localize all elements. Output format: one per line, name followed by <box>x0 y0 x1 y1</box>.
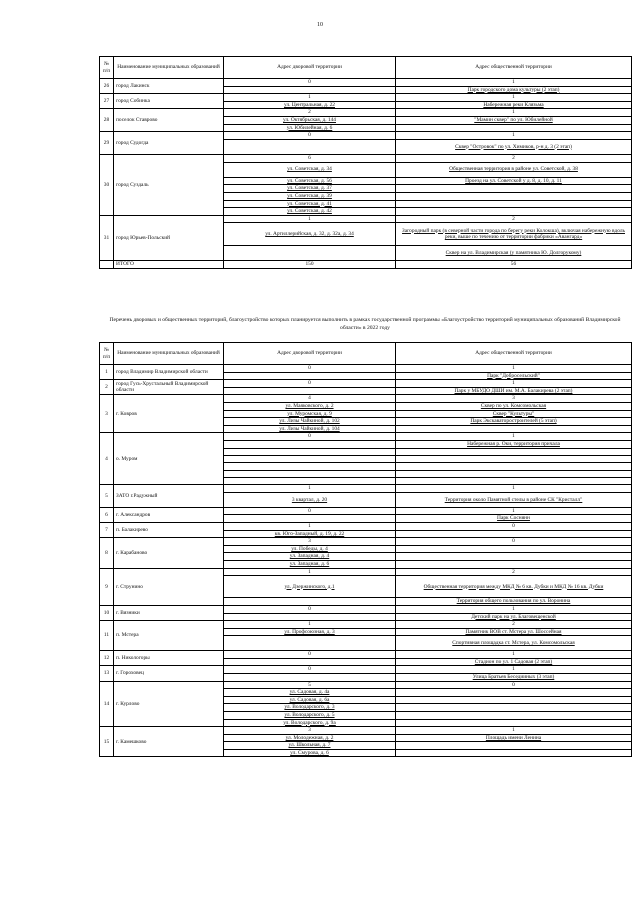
row-number: 15 <box>100 727 114 757</box>
public-address: 1 <box>396 651 632 659</box>
public-address: 0 <box>396 538 632 546</box>
public-address: Парк Экскаваторостроителей (5 этап) <box>396 418 632 426</box>
municipality-name: город Гусь-Хрустальный Владимирской области <box>114 380 224 395</box>
public-address: Сквер "Островок" по ул. Химиков, р-н д. 3 (2 этап) <box>396 139 632 154</box>
municipality-name: ЗАТО г.Радужный <box>114 485 224 507</box>
yard-address: ул. Октябрьская, д. 144 <box>224 116 396 124</box>
public-address: 1 <box>396 365 632 373</box>
total-row <box>100 261 632 269</box>
municipality-name: г. Камешково <box>114 727 224 757</box>
yard-address: 0 <box>224 433 396 441</box>
yard-address: 2 <box>224 109 396 117</box>
yard-address: 1 <box>224 94 396 102</box>
municipality-name: г. Струнино <box>114 568 224 605</box>
public-address <box>396 561 632 569</box>
public-address: Проезд на ул. Советской у д. 8, д. 10, д. 11 <box>396 177 632 185</box>
yard-address <box>224 139 396 154</box>
table-row <box>100 380 632 388</box>
public-address: Сквер "Культуры" <box>396 410 632 418</box>
yard-address <box>224 673 396 681</box>
yard-address: ул. Садовая, д. 6а <box>224 696 396 704</box>
page-number: 10 <box>317 22 323 28</box>
municipality-name: п. Никологоры <box>114 651 224 666</box>
public-address: Стадион по ул. 1 Садовая (2 этап) <box>396 658 632 666</box>
header-yard: Адрес дворовой территории <box>224 343 396 365</box>
municipality-name: п. Мстера <box>114 621 224 651</box>
row-number: 14 <box>100 681 114 727</box>
yard-address: 0 <box>224 651 396 659</box>
public-address: Загородный парк (в северной части города по берегу реки Колокша), включая набережную вдоль реки, выше по течению от территории фабрики «Авангард» <box>396 223 632 246</box>
public-address: Сквер на ул. Владимирская (у памятника Ю. Долгорукому) <box>396 246 632 261</box>
row-number: 7 <box>100 523 114 538</box>
yard-address <box>224 470 396 477</box>
yard-address <box>224 463 396 470</box>
total-public: 56 <box>396 261 632 269</box>
row-number: 8 <box>100 538 114 568</box>
yard-address: ул. Профсоюзная, д. 3 <box>224 628 396 636</box>
yard-address <box>224 86 396 94</box>
public-address: Набережная р. Оки, территория причала <box>396 440 632 448</box>
public-address: Спортивная площадка ст. Мстера, ул. Комсомольская <box>396 636 632 651</box>
public-address: 1 <box>396 606 632 614</box>
municipality-name: о. Муром <box>114 433 224 485</box>
row-number: 31 <box>100 215 114 261</box>
table-row <box>100 681 632 689</box>
row-number: 4 <box>100 433 114 485</box>
table-row <box>100 154 632 162</box>
public-address <box>396 696 632 704</box>
public-address: Парк "Добросельский" <box>396 372 632 380</box>
public-address: Парк городского дома культуры (2 этап) <box>396 86 632 94</box>
row-number: 10 <box>100 606 114 621</box>
row-number: 29 <box>100 132 114 155</box>
public-address: Территория общего пользования по ул. Воронина <box>396 598 632 606</box>
yard-address: 3 квартал, д. 20 <box>224 493 396 508</box>
public-address: "Мамин сквер" по ул. Юбилейной <box>396 116 632 124</box>
public-address: 2 <box>396 621 632 629</box>
public-address <box>396 719 632 727</box>
public-address: 1 <box>396 132 632 140</box>
row-number: 26 <box>100 79 114 94</box>
row-number: 28 <box>100 109 114 132</box>
header-public: Адрес общественной территории <box>396 57 632 79</box>
yard-address: 0 <box>224 365 396 373</box>
yard-address: ул. Советская, д. 39 <box>224 192 396 200</box>
public-address: Общественная территория в районе ул. Советской, д. 38 <box>396 162 632 177</box>
yard-address: 0 <box>224 507 396 515</box>
yard-address: ул. Центральная, д. 22 <box>224 101 396 109</box>
header-yard: Адрес дворовой территории <box>224 57 396 79</box>
public-address: Площадь имени Ленина <box>396 734 632 742</box>
public-address <box>396 124 632 132</box>
table-row <box>100 132 632 140</box>
public-address: 2 <box>396 568 632 576</box>
public-address <box>396 192 632 200</box>
yard-address: ул. Муромская, д. 9 <box>224 410 396 418</box>
yard-address: 1 <box>224 215 396 223</box>
row-number: 3 <box>100 395 114 433</box>
yard-address: 0 <box>224 606 396 614</box>
municipality-name: город Юрьев-Польский <box>114 215 224 261</box>
yard-address: ул. Победы, д. 4 <box>224 545 396 553</box>
public-address <box>396 478 632 485</box>
table-row <box>100 433 632 441</box>
public-address <box>396 711 632 719</box>
row-number: 5 <box>100 485 114 507</box>
public-address: Набережная реки Клязьма <box>396 101 632 109</box>
table-row <box>100 606 632 614</box>
public-address <box>396 689 632 697</box>
public-address: 1 <box>396 727 632 735</box>
table-row <box>100 727 632 735</box>
public-address: 1 <box>396 433 632 441</box>
public-address <box>396 553 632 561</box>
municipality-name: город Владимир Владимирской области <box>114 365 224 380</box>
table-row <box>100 94 632 102</box>
yard-address: 1 <box>224 523 396 531</box>
yard-address: 0 <box>224 380 396 388</box>
row-number: 1 <box>100 365 114 380</box>
public-address: Улица Братьев Беседииных (3 этап) <box>396 673 632 681</box>
yard-address: ул. Молодежная, д. 2 <box>224 734 396 742</box>
yard-address: ул. Западная, д. 4 <box>224 553 396 561</box>
municipality-name: г. Александров <box>114 507 224 522</box>
yard-address: кв. Юго-Западный, д. 19, д. 22 <box>224 530 396 538</box>
table-row <box>100 621 632 629</box>
public-address: Общественная территория между МКД № 6 кв. Дубки и МКД № 16 кв. Дубки <box>396 576 632 598</box>
public-address: Парк у МБУДО ДШИ им. М.А. Балакирева (2 этап) <box>396 387 632 395</box>
table-row <box>100 507 632 515</box>
yard-address <box>224 448 396 455</box>
table2-title: Перечень дворовых и общественных территорий, благоустройство которых планируется выполнить в рамках государственной программы «Благоустройство территорий муниципальных образований Владимирской области» в 2022 году <box>109 317 621 331</box>
yard-address <box>224 455 396 462</box>
yard-address <box>224 372 396 380</box>
public-address <box>396 749 632 757</box>
yard-address: ул. Садовая, д. 4а <box>224 689 396 697</box>
municipality-name: город Собинка <box>114 94 224 109</box>
public-address: 1 <box>396 109 632 117</box>
yard-address: ул. Володарского, д. 9а <box>224 719 396 727</box>
public-address <box>396 208 632 216</box>
yard-address: 3 <box>224 538 396 546</box>
public-address: Территория около Памятной стелы в районе СК "Кристалл" <box>396 493 632 508</box>
public-address <box>396 185 632 193</box>
public-address: 2 <box>396 215 632 223</box>
yard-address <box>224 598 396 606</box>
municipality-name: г. Курлово <box>114 681 224 727</box>
row-number: 30 <box>100 154 114 215</box>
table-row <box>100 523 632 531</box>
total-label: ИТОГО <box>114 261 224 269</box>
header-num: № п/п <box>100 57 114 79</box>
yard-address <box>224 515 396 523</box>
public-address: 1 <box>396 380 632 388</box>
public-address: Памятник ВОВ ст. Мстера ул. Шоссейная <box>396 628 632 636</box>
public-address: Детский парк на ул. Благовещенской <box>396 613 632 621</box>
yard-address <box>224 636 396 651</box>
yard-address: 3 <box>224 727 396 735</box>
public-address: 1 <box>396 485 632 493</box>
yard-address: ул. Школьная, д. 7 <box>224 742 396 750</box>
table-row <box>100 651 632 659</box>
total-spacer <box>100 261 114 269</box>
yard-address: 0 <box>224 666 396 674</box>
table-row <box>100 79 632 87</box>
yard-address: ул. Лизы Чайкиной, д. 102 <box>224 418 396 426</box>
yard-address: ул. Советская, д. 34 <box>224 162 396 177</box>
public-address: 0 <box>396 523 632 531</box>
table-row <box>100 109 632 117</box>
public-address <box>396 455 632 462</box>
row-number: 12 <box>100 651 114 666</box>
public-address: 1 <box>396 79 632 87</box>
municipality-name: п. Балакирево <box>114 523 224 538</box>
municipality-name: город Судогда <box>114 132 224 155</box>
yard-address: ул. Володарского, д. 5 <box>224 711 396 719</box>
yard-address: ул. Лизы Чайкиной, д. 104 <box>224 425 396 433</box>
row-number: 13 <box>100 666 114 681</box>
municipality-name: город Лакинск <box>114 79 224 94</box>
table-row <box>100 666 632 674</box>
yard-address <box>224 658 396 666</box>
yard-address: ул. Советская, д. 37 <box>224 185 396 193</box>
yard-address: ул. Советская, д. 41 <box>224 200 396 208</box>
yard-address: 1 <box>224 568 396 576</box>
table-2021 <box>99 56 632 269</box>
table-row <box>100 538 632 546</box>
public-address: Сквер по ул. Комсомольская <box>396 402 632 410</box>
header-num: № п/п <box>100 343 114 365</box>
yard-address: ул. Артиллерийская, д. 32, д. 32а, д. 34 <box>224 223 396 246</box>
table-2022 <box>99 342 632 757</box>
yard-address: ул. Смурова, д. 6 <box>224 749 396 757</box>
yard-address <box>224 478 396 485</box>
public-address: 1 <box>396 507 632 515</box>
row-number: 27 <box>100 94 114 109</box>
municipality-name: г. Гороховец <box>114 666 224 681</box>
yard-address: 1 <box>224 485 396 493</box>
table-row <box>100 365 632 373</box>
public-address: 2 <box>396 154 632 162</box>
public-address <box>396 425 632 433</box>
public-address <box>396 704 632 712</box>
yard-address: 0 <box>224 132 396 140</box>
table-row <box>100 568 632 576</box>
row-number: 6 <box>100 507 114 522</box>
municipality-name: г. Вязники <box>114 606 224 621</box>
table-row <box>100 215 632 223</box>
yard-address: 6 <box>224 154 396 162</box>
public-address: 0 <box>396 681 632 689</box>
yard-address <box>224 613 396 621</box>
yard-address: 0 <box>224 79 396 87</box>
public-address: 1 <box>396 666 632 674</box>
municipality-name: г. Ковров <box>114 395 224 433</box>
total-yard: 150 <box>224 261 396 269</box>
header-municipality: Наименование муниципальных образований <box>114 57 224 79</box>
header-municipality: Наименование муниципальных образований <box>114 343 224 365</box>
yard-address: ул. Советская, д. 42 <box>224 208 396 216</box>
row-number: 11 <box>100 621 114 651</box>
public-address <box>396 463 632 470</box>
header-public: Адрес общественной территории <box>396 343 632 365</box>
yard-address: 5 <box>224 681 396 689</box>
public-address: 1 <box>396 94 632 102</box>
public-address <box>396 530 632 538</box>
yard-address <box>224 387 396 395</box>
public-address <box>396 545 632 553</box>
yard-address: ул. Володарского, д. 3 <box>224 704 396 712</box>
yard-address <box>224 246 396 261</box>
yard-address: 4 <box>224 395 396 403</box>
yard-address: ул. Маяковского, д. 2 <box>224 402 396 410</box>
public-address <box>396 742 632 750</box>
row-number: 9 <box>100 568 114 605</box>
table-row <box>100 395 632 403</box>
public-address: Парк Соснянн <box>396 515 632 523</box>
public-address <box>396 448 632 455</box>
yard-address: ул. Юбилейная, д. 6 <box>224 124 396 132</box>
table-row <box>100 485 632 493</box>
municipality-name: город Суздаль <box>114 154 224 215</box>
public-address <box>396 470 632 477</box>
yard-address: ул. Дзержинского, д.1 <box>224 576 396 598</box>
public-address: 3 <box>396 395 632 403</box>
public-address <box>396 200 632 208</box>
yard-address: ул. Советская, д. 56 <box>224 177 396 185</box>
municipality-name: г. Карабаново <box>114 538 224 568</box>
yard-address: ул. Западная, д. 6 <box>224 561 396 569</box>
yard-address: 1 <box>224 621 396 629</box>
municipality-name: поселок Ставрово <box>114 109 224 132</box>
yard-address <box>224 440 396 448</box>
row-number: 2 <box>100 380 114 395</box>
